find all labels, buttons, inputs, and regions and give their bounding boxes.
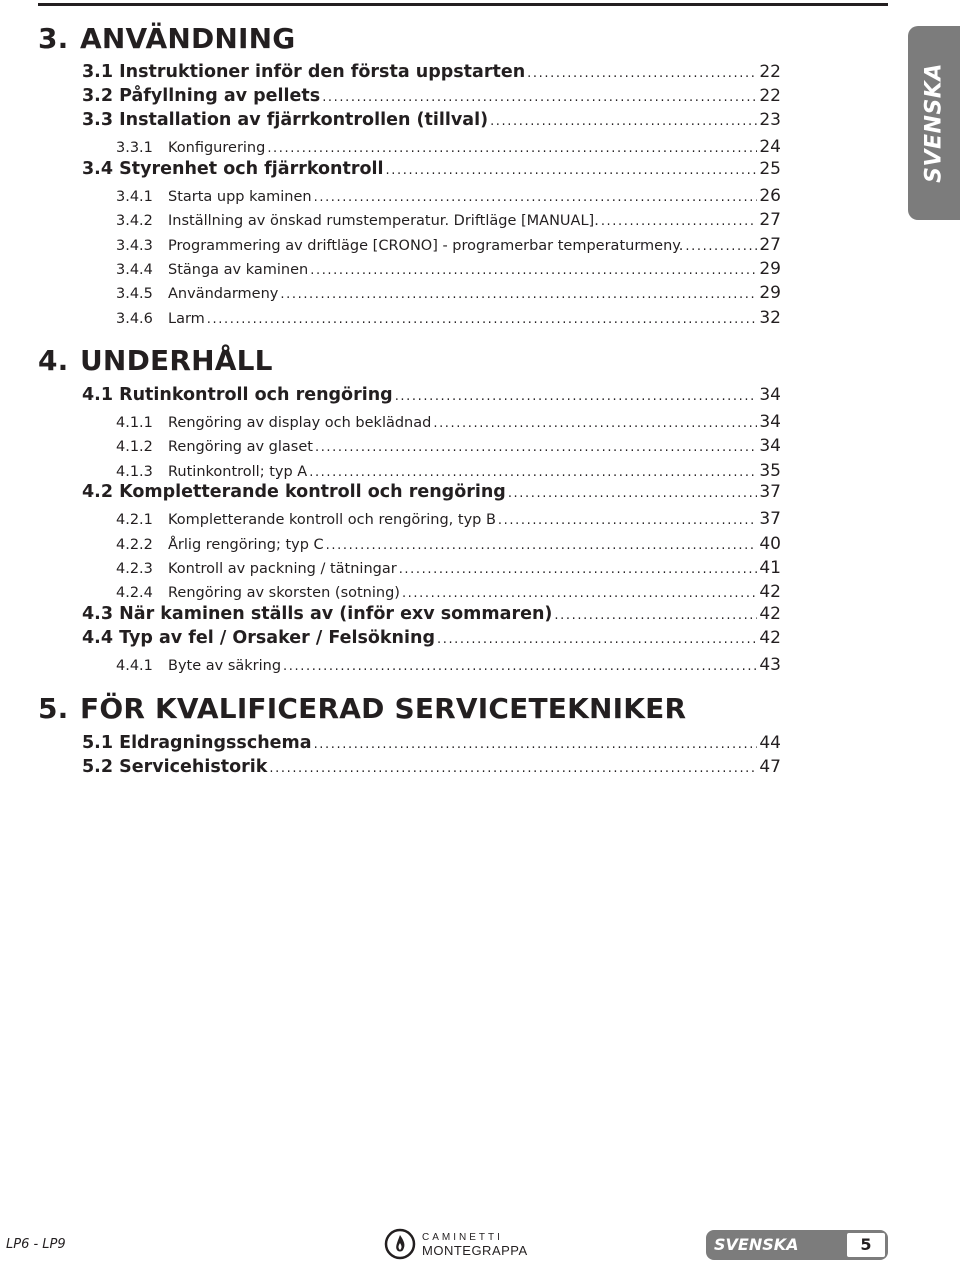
- toc-entry[interactable]: [116, 534, 781, 554]
- toc-entry-number: 3.4.2: [116, 213, 153, 229]
- toc-entry-number: 5.1: [82, 733, 114, 753]
- model-label: LP6 - LP9: [6, 1237, 66, 1252]
- toc-entry-page: 26: [759, 186, 781, 206]
- toc-entry-page: 42: [759, 582, 781, 602]
- toc-entry-page: 37: [759, 509, 781, 529]
- toc-entry-number: 3.4.5: [116, 286, 153, 302]
- language-side-tab: [908, 26, 960, 220]
- footer-language-badge: [706, 1230, 888, 1260]
- toc-entry[interactable]: [116, 210, 781, 230]
- toc-entry[interactable]: [116, 186, 781, 206]
- toc-entry-number: 4.4: [82, 628, 114, 648]
- toc-entry-number: 4.2.3: [116, 561, 153, 577]
- toc-leader-dots: [554, 608, 757, 623]
- toc-entry[interactable]: [116, 308, 781, 328]
- toc-entry[interactable]: [82, 757, 781, 777]
- toc-leader-dots: [315, 440, 757, 455]
- toc-entry-title: Eldragningsschema: [119, 733, 312, 753]
- toc-entry-title: Rengöring av skorsten (sotning): [168, 585, 400, 601]
- toc-entry-title: Byte av säkring: [168, 658, 282, 674]
- toc-leader-dots: [437, 632, 757, 647]
- toc-entry-number: 3.3.1: [116, 140, 153, 156]
- toc-entry-number: 4.3: [82, 604, 114, 624]
- toc-entry-number: 4.2.1: [116, 512, 153, 528]
- toc-entry[interactable]: [116, 436, 781, 456]
- toc-entry[interactable]: [116, 259, 781, 279]
- toc-entry[interactable]: [82, 159, 781, 179]
- toc-entry[interactable]: [82, 86, 781, 106]
- toc-leader-dots: [322, 90, 757, 105]
- toc-entry-title: Rengöring av display och beklädnad: [168, 415, 432, 431]
- toc-leader-dots: [508, 486, 758, 501]
- toc-entry-page: 35: [759, 461, 781, 481]
- toc-entry-page: 34: [759, 436, 781, 456]
- toc-leader-dots: [326, 538, 758, 553]
- toc-entry-page: 43: [759, 655, 781, 675]
- toc-entry-number: 4.2: [82, 482, 114, 502]
- toc-leader-dots: [685, 239, 757, 254]
- toc-entry-number: 3.4.4: [116, 262, 153, 278]
- top-rule: [38, 3, 888, 6]
- toc-entry-number: 3.3: [82, 110, 114, 130]
- toc-leader-dots: [395, 389, 758, 404]
- toc-entry-title: Rengöring av glaset: [168, 439, 313, 455]
- toc-entry-number: 4.1: [82, 385, 114, 405]
- toc-entry-page: 24: [759, 137, 781, 157]
- chapter-number: 5.: [38, 692, 69, 725]
- toc-entry[interactable]: [116, 137, 781, 157]
- toc-entry-page: 27: [759, 210, 781, 230]
- toc-entry-page: 29: [759, 259, 781, 279]
- toc-entry-title: Inställning av önskad rumstemperatur. Driftläge [MANUAL].: [168, 213, 599, 229]
- toc-leader-dots: [498, 513, 757, 528]
- toc-entry-page: 42: [759, 604, 781, 624]
- toc-entry-number: 4.2.4: [116, 585, 153, 601]
- toc-entry-page: 47: [759, 757, 781, 777]
- toc-entry[interactable]: [116, 558, 781, 578]
- toc-leader-dots: [310, 263, 757, 278]
- toc-entry-page: 29: [759, 283, 781, 303]
- toc-leader-dots: [433, 416, 757, 431]
- brand-name-line2: MONTEGRAPPA: [422, 1243, 528, 1258]
- toc-entry-number: 4.1.1: [116, 415, 153, 431]
- toc-entry[interactable]: [82, 482, 781, 502]
- chapter-number: 4.: [38, 344, 69, 377]
- toc-leader-dots: [399, 562, 758, 577]
- toc-entry-title: Larm: [168, 311, 205, 327]
- toc-entry-page: 34: [759, 412, 781, 432]
- chapter-heading: [38, 22, 296, 55]
- chapter-number: 3.: [38, 22, 69, 55]
- toc-entry-title: Påfyllning av pellets: [119, 86, 321, 106]
- toc-entry-page: 32: [759, 308, 781, 328]
- toc-entry-number: 3.2: [82, 86, 114, 106]
- toc-entry[interactable]: [82, 110, 781, 130]
- toc-entry-title: Konfigurering: [168, 140, 266, 156]
- toc-entry[interactable]: [116, 582, 781, 602]
- toc-entry[interactable]: [116, 283, 781, 303]
- toc-entry-number: 4.1.3: [116, 464, 153, 480]
- page-number: 5: [847, 1233, 885, 1257]
- toc-leader-dots: [280, 287, 757, 302]
- toc-leader-dots: [601, 214, 758, 229]
- toc-leader-dots: [490, 114, 757, 129]
- toc-entry-title: Stänga av kaminen: [168, 262, 309, 278]
- toc-leader-dots: [386, 163, 758, 178]
- toc-leader-dots: [527, 66, 757, 81]
- chapter-title: FÖR KVALIFICERAD SERVICETEKNIKER: [80, 692, 687, 725]
- toc-entry[interactable]: [82, 628, 781, 648]
- toc-entry-number: 3.4.1: [116, 189, 153, 205]
- toc-entry[interactable]: [116, 509, 781, 529]
- toc-entry-page: 42: [759, 628, 781, 648]
- toc-entry-number: 4.2.2: [116, 537, 153, 553]
- toc-entry-title: Kompletterande kontroll och rengöring: [119, 482, 506, 502]
- brand-name-line1: CAMINETTI: [422, 1232, 503, 1243]
- toc-leader-dots: [402, 586, 757, 601]
- toc-leader-dots: [269, 761, 757, 776]
- toc-entry-page: 40: [759, 534, 781, 554]
- toc-entry-title: Rutinkontroll och rengöring: [119, 385, 393, 405]
- toc-entry-title: Starta upp kaminen: [168, 189, 312, 205]
- toc-entry-number: 4.4.1: [116, 658, 153, 674]
- toc-entry-page: 37: [759, 482, 781, 502]
- toc-entry-title: Årlig rengöring; typ C: [168, 537, 324, 553]
- toc-entry-title: När kaminen ställs av (inför exv sommaren): [119, 604, 553, 624]
- toc-leader-dots: [309, 465, 757, 480]
- toc-entry-title: Instruktioner inför den första uppstarten: [119, 62, 526, 82]
- toc-entry[interactable]: [82, 733, 781, 753]
- toc-entry[interactable]: [116, 655, 781, 675]
- toc-entry-page: 27: [759, 235, 781, 255]
- toc-entry-page: 25: [759, 159, 781, 179]
- toc-entry[interactable]: [82, 62, 781, 82]
- chapter-heading: [38, 344, 273, 377]
- footer-language-label: SVENSKA: [714, 1235, 799, 1254]
- toc-entry-title: Programmering av driftläge [CRONO] - programerbar temperaturmeny.: [168, 238, 684, 254]
- toc-entry-title: Servicehistorik: [119, 757, 268, 777]
- chapter-title: UNDERHÅLL: [80, 344, 273, 377]
- toc-entry[interactable]: [82, 385, 781, 405]
- language-side-tab-label: SVENSKA: [921, 63, 947, 183]
- toc-entry-page: 22: [759, 62, 781, 82]
- toc-leader-dots: [283, 659, 757, 674]
- toc-entry-title: Typ av fel / Orsaker / Felsökning: [119, 628, 435, 648]
- toc-entry-number: 3.4: [82, 159, 114, 179]
- toc-entry-number: 5.2: [82, 757, 114, 777]
- flame-logo-icon: [384, 1228, 416, 1260]
- toc-entry-title: Kontroll av packning / tätningar: [168, 561, 397, 577]
- toc-entry-page: 23: [759, 110, 781, 130]
- toc-entry-title: Installation av fjärrkontrollen (tillval): [119, 110, 489, 130]
- toc-entry-title: Rutinkontroll; typ A: [168, 464, 308, 480]
- toc-entry-page: 22: [759, 86, 781, 106]
- toc-entry-title: Styrenhet och fjärrkontroll: [119, 159, 384, 179]
- toc-entry-page: 41: [759, 558, 781, 578]
- chapter-title: ANVÄNDNING: [80, 22, 296, 55]
- toc-leader-dots: [267, 141, 757, 156]
- toc-leader-dots: [314, 737, 758, 752]
- toc-entry[interactable]: [116, 412, 781, 432]
- toc-entry-number: 3.1: [82, 62, 114, 82]
- toc-entry[interactable]: [116, 235, 781, 255]
- toc-entry-number: 3.4.6: [116, 311, 153, 327]
- toc-entry-page: 44: [759, 733, 781, 753]
- brand-logo: [384, 1228, 528, 1264]
- toc-leader-dots: [207, 312, 758, 327]
- toc-entry[interactable]: [116, 461, 781, 481]
- toc-entry-number: 4.1.2: [116, 439, 153, 455]
- chapter-heading: [38, 692, 686, 725]
- toc-leader-dots: [314, 190, 758, 205]
- toc-entry-title: Kompletterande kontroll och rengöring, typ B: [168, 512, 496, 528]
- toc-entry[interactable]: [82, 604, 781, 624]
- toc-entry-number: 3.4.3: [116, 238, 153, 254]
- toc-entry-title: Användarmeny: [168, 286, 279, 302]
- toc-entry-page: 34: [759, 385, 781, 405]
